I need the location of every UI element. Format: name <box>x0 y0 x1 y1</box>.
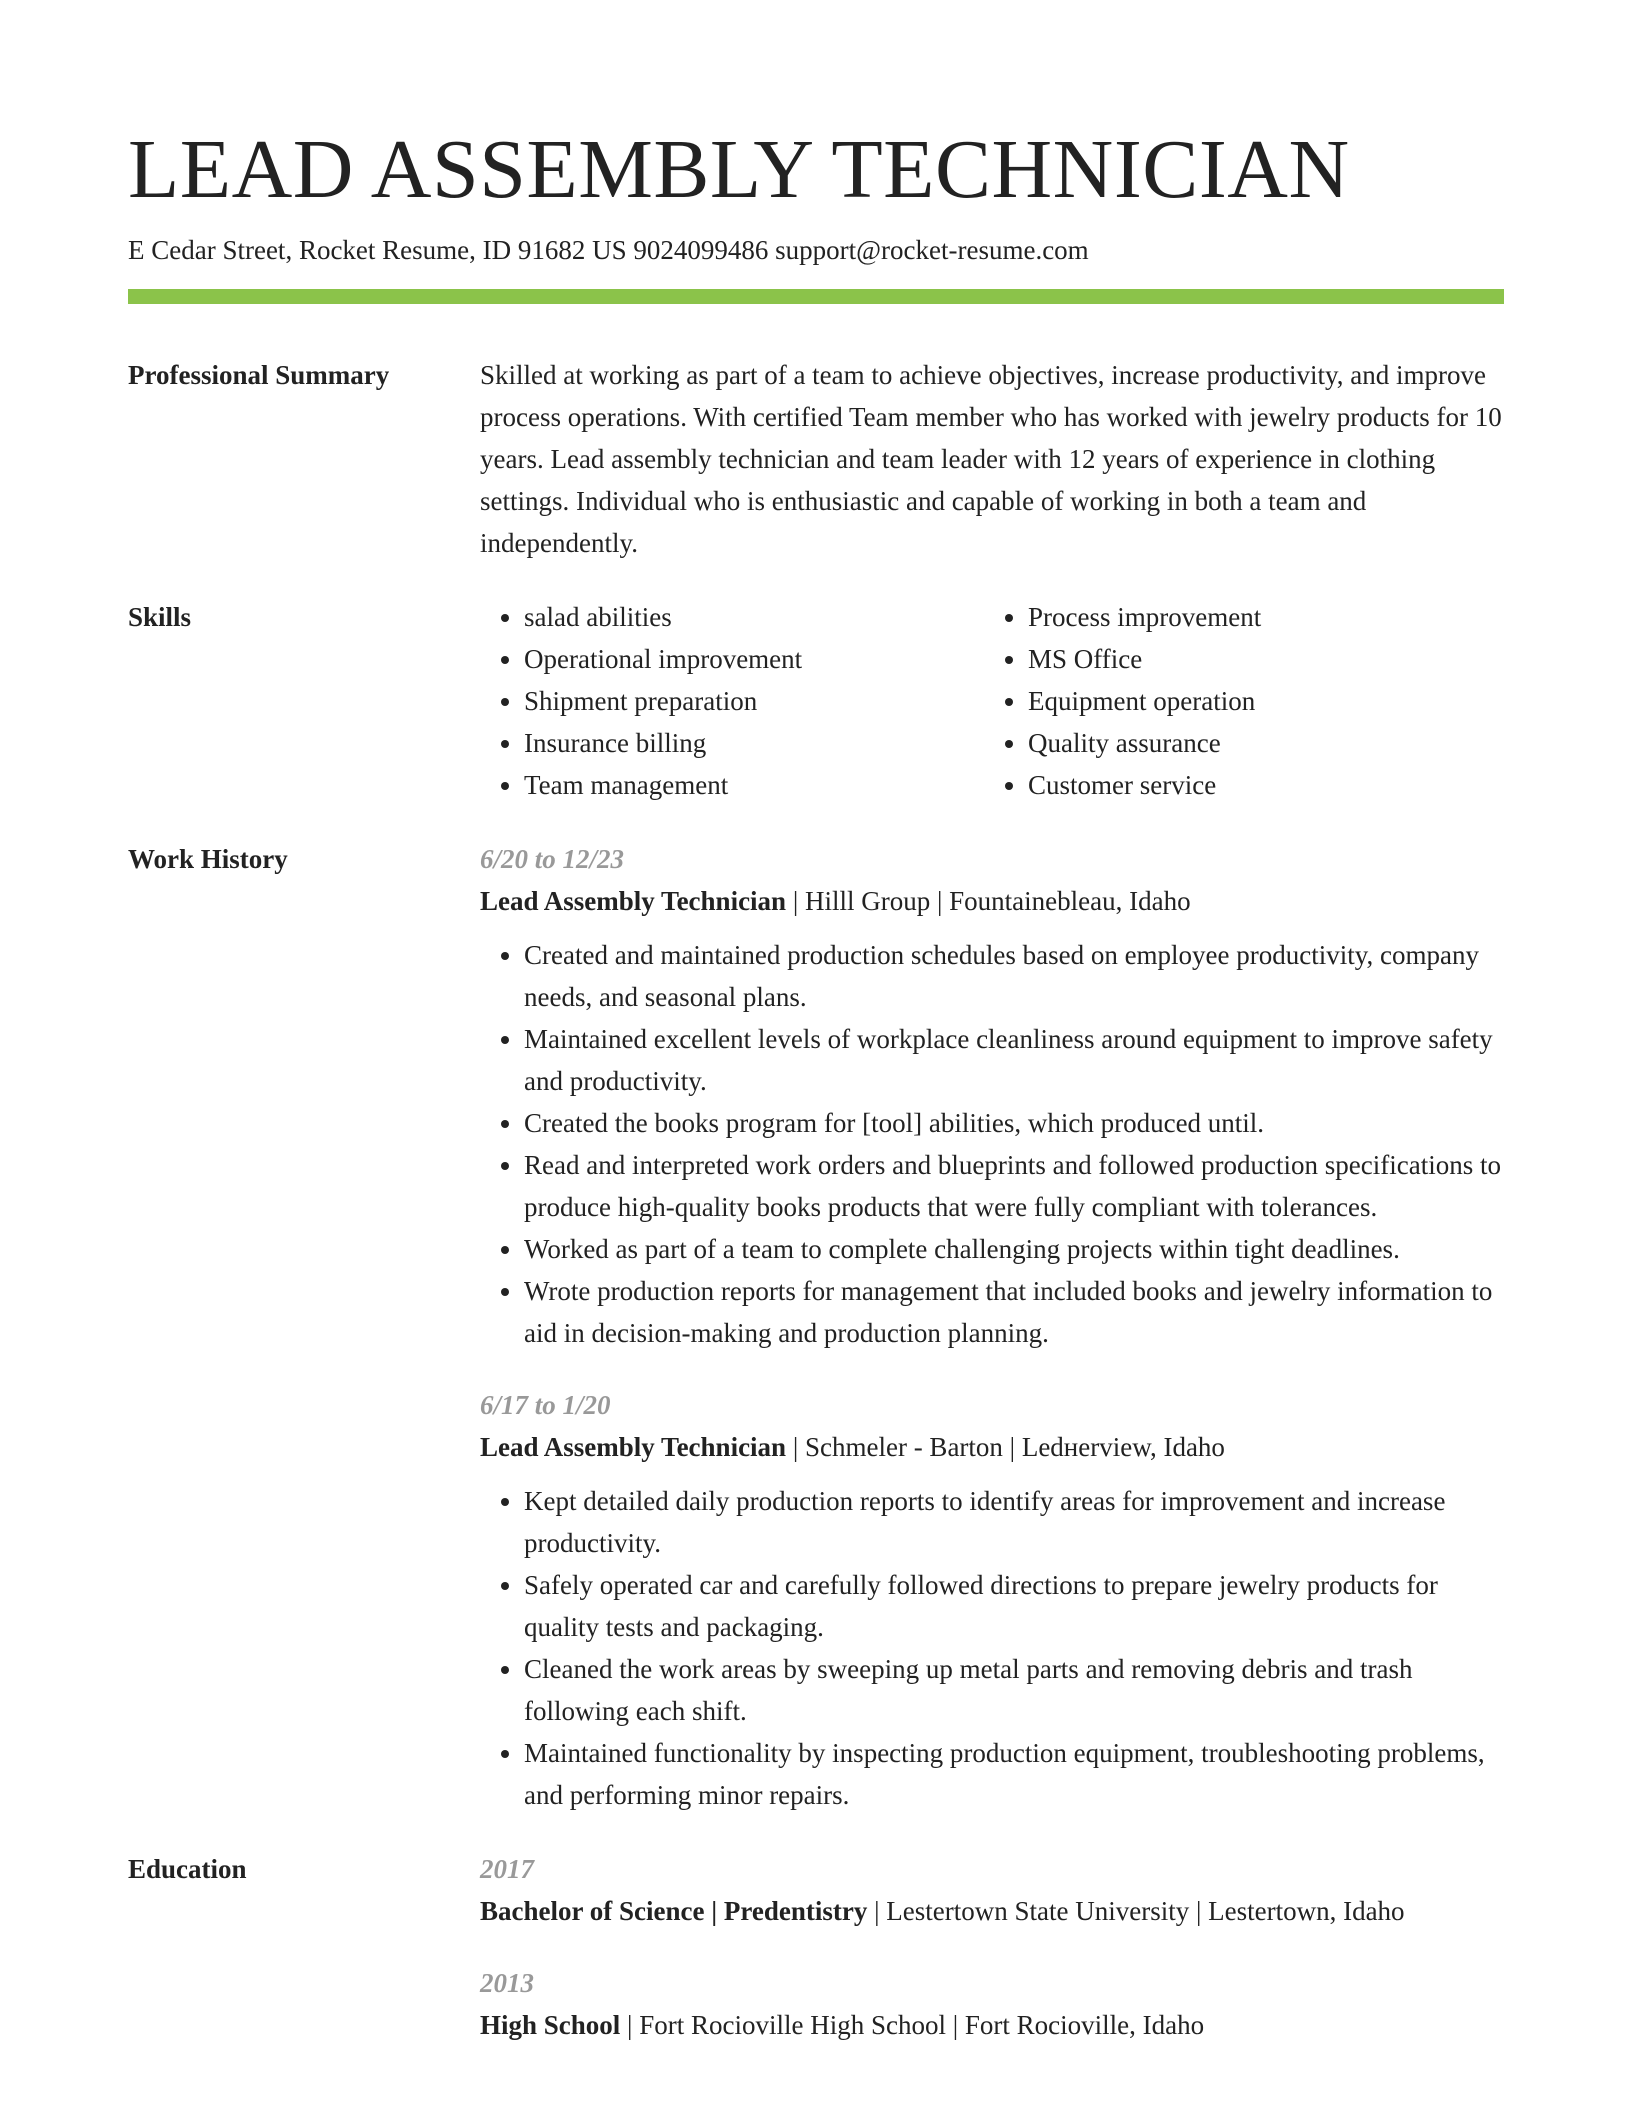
education-degree: Bachelor of Science | Predentistry <box>480 1896 868 1926</box>
education-section <box>128 1848 1504 2046</box>
skill-item: • Operational improvement <box>524 638 984 680</box>
job-bullet: • Kept detailed daily production reports to identify areas for improvement and increase productivity. <box>524 1480 1504 1564</box>
resume-name: LEAD ASSEMBLY TECHNICIAN <box>128 123 1350 216</box>
section-label-summary: Professional Summary <box>128 360 390 390</box>
job-company-location: | Schmeler - Barton | Ledнerview, Idaho <box>786 1432 1225 1462</box>
education-year: 2017 <box>480 1854 534 1884</box>
job-bullets <box>480 1480 1504 1816</box>
job-bullet: • Worked as part of a team to complete challenging projects within tight deadlines. <box>524 1228 1504 1270</box>
job-bullet: • Created the books program for [tool] abilities, which produced until. <box>524 1102 1504 1144</box>
job-title-line <box>480 1426 1504 1468</box>
header-divider <box>128 289 1504 304</box>
job-entry <box>480 838 1504 1354</box>
skill-item: • MS Office <box>1028 638 1488 680</box>
summary-section <box>128 354 1504 564</box>
skill-item: • Customer service <box>1028 764 1488 806</box>
education-school: | Lestertown State University | Lestertown, Idaho <box>867 1896 1405 1926</box>
skill-item: • Insurance billing <box>524 722 984 764</box>
job-bullet: • Read and interpreted work orders and blueprints and followed production specifications to produce high-quality books products that were fully compliant with tolerances. <box>524 1144 1504 1228</box>
work-history-content <box>480 838 1504 1816</box>
job-bullets <box>480 934 1504 1354</box>
job-bullet: • Cleaned the work areas by sweeping up metal parts and removing debris and trash following each shift. <box>524 1648 1504 1732</box>
skill-item: • Team management <box>524 764 984 806</box>
education-entry <box>480 1962 1504 2046</box>
job-bullet: • Wrote production reports for management that included books and jewelry information to aid in decision-making and production planning. <box>524 1270 1504 1354</box>
job-title-line <box>480 880 1504 922</box>
skill-item: • Process improvement <box>1028 596 1488 638</box>
section-label-skills: Skills <box>128 602 192 632</box>
skills-content <box>480 596 1504 806</box>
job-bullet: • Maintained excellent levels of workplace cleanliness around equipment to improve safety and productivity. <box>524 1018 1504 1102</box>
summary-text: Skilled at working as part of a team to achieve objectives, increase productivity, and improve process operations. With certified Team member who has worked with jewelry products for 10 years. Lead assembly technician and team leader with 12 years of experience in clothing settings. Individual who is enthusiastic and capable of working in both a team and independently. <box>480 360 1502 558</box>
education-content <box>480 1848 1504 2046</box>
skills-list-left <box>480 596 984 806</box>
summary-content <box>480 354 1504 564</box>
job-title: Lead Assembly Technician <box>480 886 787 916</box>
job-title: Lead Assembly Technician <box>480 1432 787 1462</box>
education-school: | Fort Rocioville High School | Fort Rocioville, Idaho <box>620 2010 1205 2040</box>
job-company-location: | Hilll Group | Fountainebleau, Idaho <box>786 886 1191 916</box>
skills-section <box>128 596 1504 806</box>
skill-item: • Quality assurance <box>1028 722 1488 764</box>
job-dates: 6/17 to 1/20 <box>480 1390 611 1420</box>
section-label-education: Education <box>128 1854 247 1884</box>
job-bullet: • Created and maintained production schedules based on employee productivity, company needs, and seasonal plans. <box>524 934 1504 1018</box>
resume-page <box>128 120 1504 2046</box>
education-degree: High School <box>480 2010 621 2040</box>
job-bullet: • Maintained functionality by inspecting production equipment, troubleshooting problems, and performing minor repairs. <box>524 1732 1504 1816</box>
work-history-section <box>128 838 1504 1816</box>
job-dates: 6/20 to 12/23 <box>480 844 625 874</box>
education-year: 2013 <box>480 1968 534 1998</box>
section-label-work-history: Work History <box>128 844 288 874</box>
skill-item: • salad abilities <box>524 596 984 638</box>
skill-item: • Equipment operation <box>1028 680 1488 722</box>
contact-line: E Cedar Street, Rocket Resume, ID 91682 US 9024099486 support@rocket-resume.com <box>128 235 1089 265</box>
education-line <box>480 1890 1504 1932</box>
job-entry <box>480 1384 1504 1816</box>
job-bullet: • Safely operated car and carefully followed directions to prepare jewelry products for quality tests and packaging. <box>524 1564 1504 1648</box>
education-entry <box>480 1848 1504 1932</box>
education-line <box>480 2004 1504 2046</box>
skills-list-right <box>984 596 1488 806</box>
skill-item: • Shipment preparation <box>524 680 984 722</box>
